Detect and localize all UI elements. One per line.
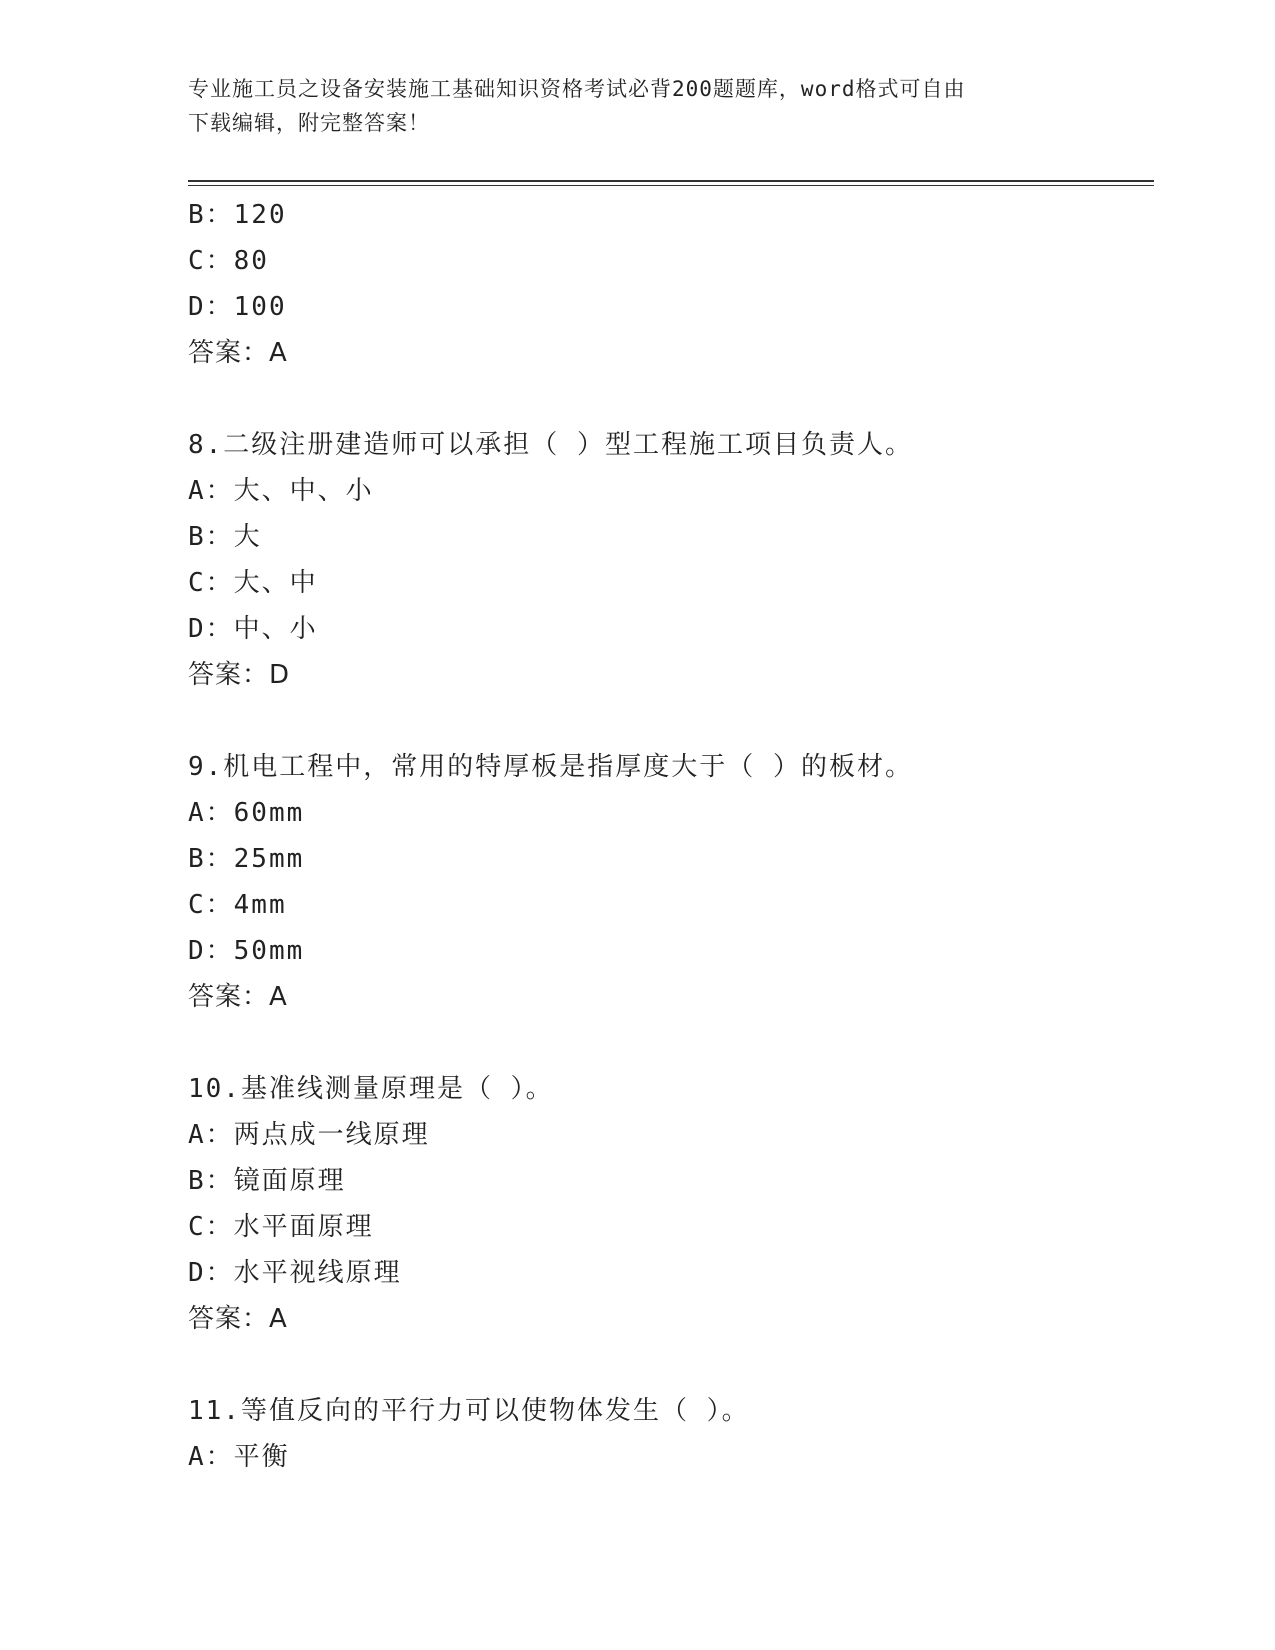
option-a: A：大、中、小 xyxy=(188,476,374,506)
question-10 xyxy=(188,1066,1154,1342)
header-line-1: 专业施工员之设备安装施工基础知识资格考试必背200题题库，word格式可自由 xyxy=(188,77,966,101)
question-9 xyxy=(188,744,1154,1020)
option-a: A：两点成一线原理 xyxy=(188,1120,430,1150)
question-stem: 8.二级注册建造师可以承担（ ）型工程施工项目负责人。 xyxy=(188,430,913,460)
option-d: D：中、小 xyxy=(188,614,318,644)
question-11 xyxy=(188,1388,1154,1480)
option-a: A：60mm xyxy=(188,798,305,828)
spacer xyxy=(188,1342,1154,1388)
answer-line: 答案：A xyxy=(188,338,288,368)
option-b: B：镜面原理 xyxy=(188,1166,346,1196)
option-c: C：80 xyxy=(188,246,269,276)
question-stem: 11.等值反向的平行力可以使物体发生（ ）。 xyxy=(188,1396,750,1426)
spacer xyxy=(188,1020,1154,1066)
option-c: C：水平面原理 xyxy=(188,1212,374,1242)
spacer xyxy=(188,376,1154,422)
option-b: B：120 xyxy=(188,200,287,230)
answer-line: 答案：A xyxy=(188,982,288,1012)
page-header xyxy=(188,72,1088,140)
option-a: A：平衡 xyxy=(188,1442,290,1472)
header-rule-top xyxy=(188,180,1154,182)
option-d: D：50mm xyxy=(188,936,305,966)
question-8 xyxy=(188,422,1154,698)
question-stem: 10.基准线测量原理是（ ）。 xyxy=(188,1074,554,1104)
option-d: D：100 xyxy=(188,292,287,322)
option-d: D：水平视线原理 xyxy=(188,1258,402,1288)
question-list xyxy=(188,192,1154,1480)
question-stem: 9.机电工程中，常用的特厚板是指厚度大于（ ）的板材。 xyxy=(188,752,913,782)
question-fragment xyxy=(188,192,1154,376)
option-c: C：大、中 xyxy=(188,568,318,598)
answer-line: 答案：D xyxy=(188,660,291,690)
spacer xyxy=(188,698,1154,744)
header-line-2: 下载编辑，附完整答案！ xyxy=(188,111,430,135)
option-b: B：大 xyxy=(188,522,262,552)
header-rule-bottom xyxy=(188,185,1154,186)
option-c: C：4mm xyxy=(188,890,287,920)
option-b: B：25mm xyxy=(188,844,305,874)
answer-line: 答案：A xyxy=(188,1304,288,1334)
